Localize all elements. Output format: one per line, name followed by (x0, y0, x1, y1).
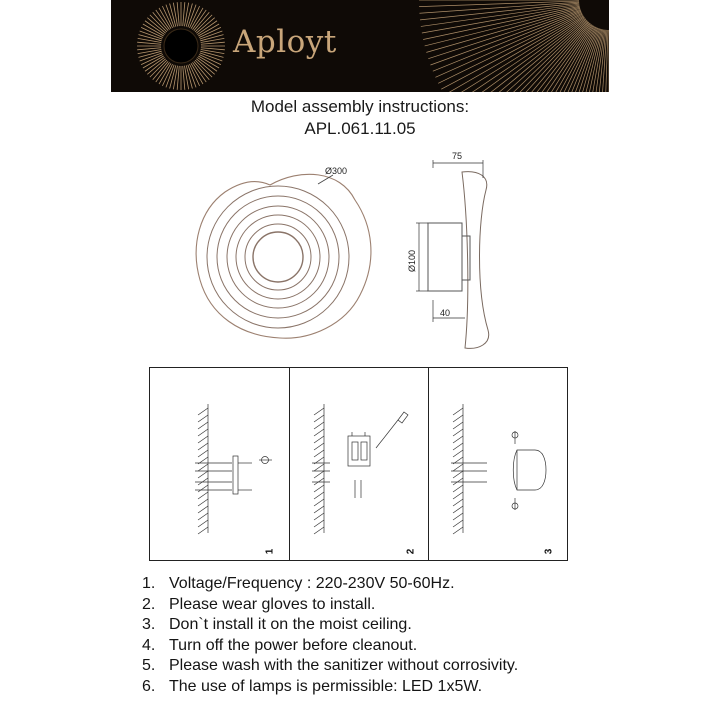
note-text: Please wash with the sanitizer without corrosivity. (169, 657, 519, 675)
note-item (142, 656, 518, 677)
step-2-illustration (290, 368, 429, 562)
depth-label: 75 (452, 151, 463, 161)
model-number: APL.061.11.05 (304, 119, 416, 138)
page-title: Model assembly instructions: (250, 97, 470, 116)
assembly-steps (149, 367, 568, 561)
note-number: 4. (142, 636, 156, 654)
note-number: 1. (142, 575, 156, 592)
brand-logo: Aployt (233, 24, 337, 60)
note-text: Please wear gloves to install. (169, 595, 376, 613)
note-text: Turn off the power before cleanout. (169, 636, 418, 654)
note-item (142, 574, 518, 595)
diameter-label: Ø300 (325, 166, 348, 176)
note-item (142, 636, 518, 657)
note-item (142, 615, 518, 636)
sunburst-decoration (111, 0, 609, 92)
note-number: 5. (142, 657, 156, 675)
note-text: The use of lamps is permissible: LED 1x5W. (169, 677, 483, 695)
notes-list (142, 574, 518, 698)
note-number: 6. (142, 677, 156, 695)
note-text: Don`t install it on the moist ceiling. (169, 616, 412, 634)
front-view (196, 174, 371, 338)
note-item (142, 677, 518, 698)
note-number: 2. (142, 595, 156, 613)
step-panel-2 (290, 368, 429, 560)
brand-banner (111, 0, 609, 92)
step-panel-3 (429, 368, 569, 560)
step-number: 2 (405, 548, 417, 555)
side-view (416, 160, 489, 348)
step-3-illustration (429, 368, 569, 562)
base-depth-label: 40 (440, 308, 451, 318)
note-number: 3. (142, 616, 156, 634)
step-number: 1 (264, 548, 276, 555)
note-text: Voltage/Frequency : 220-230V 50-60Hz. (169, 575, 455, 592)
base-diameter-label: Ø100 (407, 249, 417, 272)
note-item (142, 595, 518, 616)
technical-drawing (0, 140, 720, 365)
step-1-illustration (150, 368, 290, 562)
step-panel-1 (150, 368, 290, 560)
step-number: 3 (543, 548, 555, 555)
